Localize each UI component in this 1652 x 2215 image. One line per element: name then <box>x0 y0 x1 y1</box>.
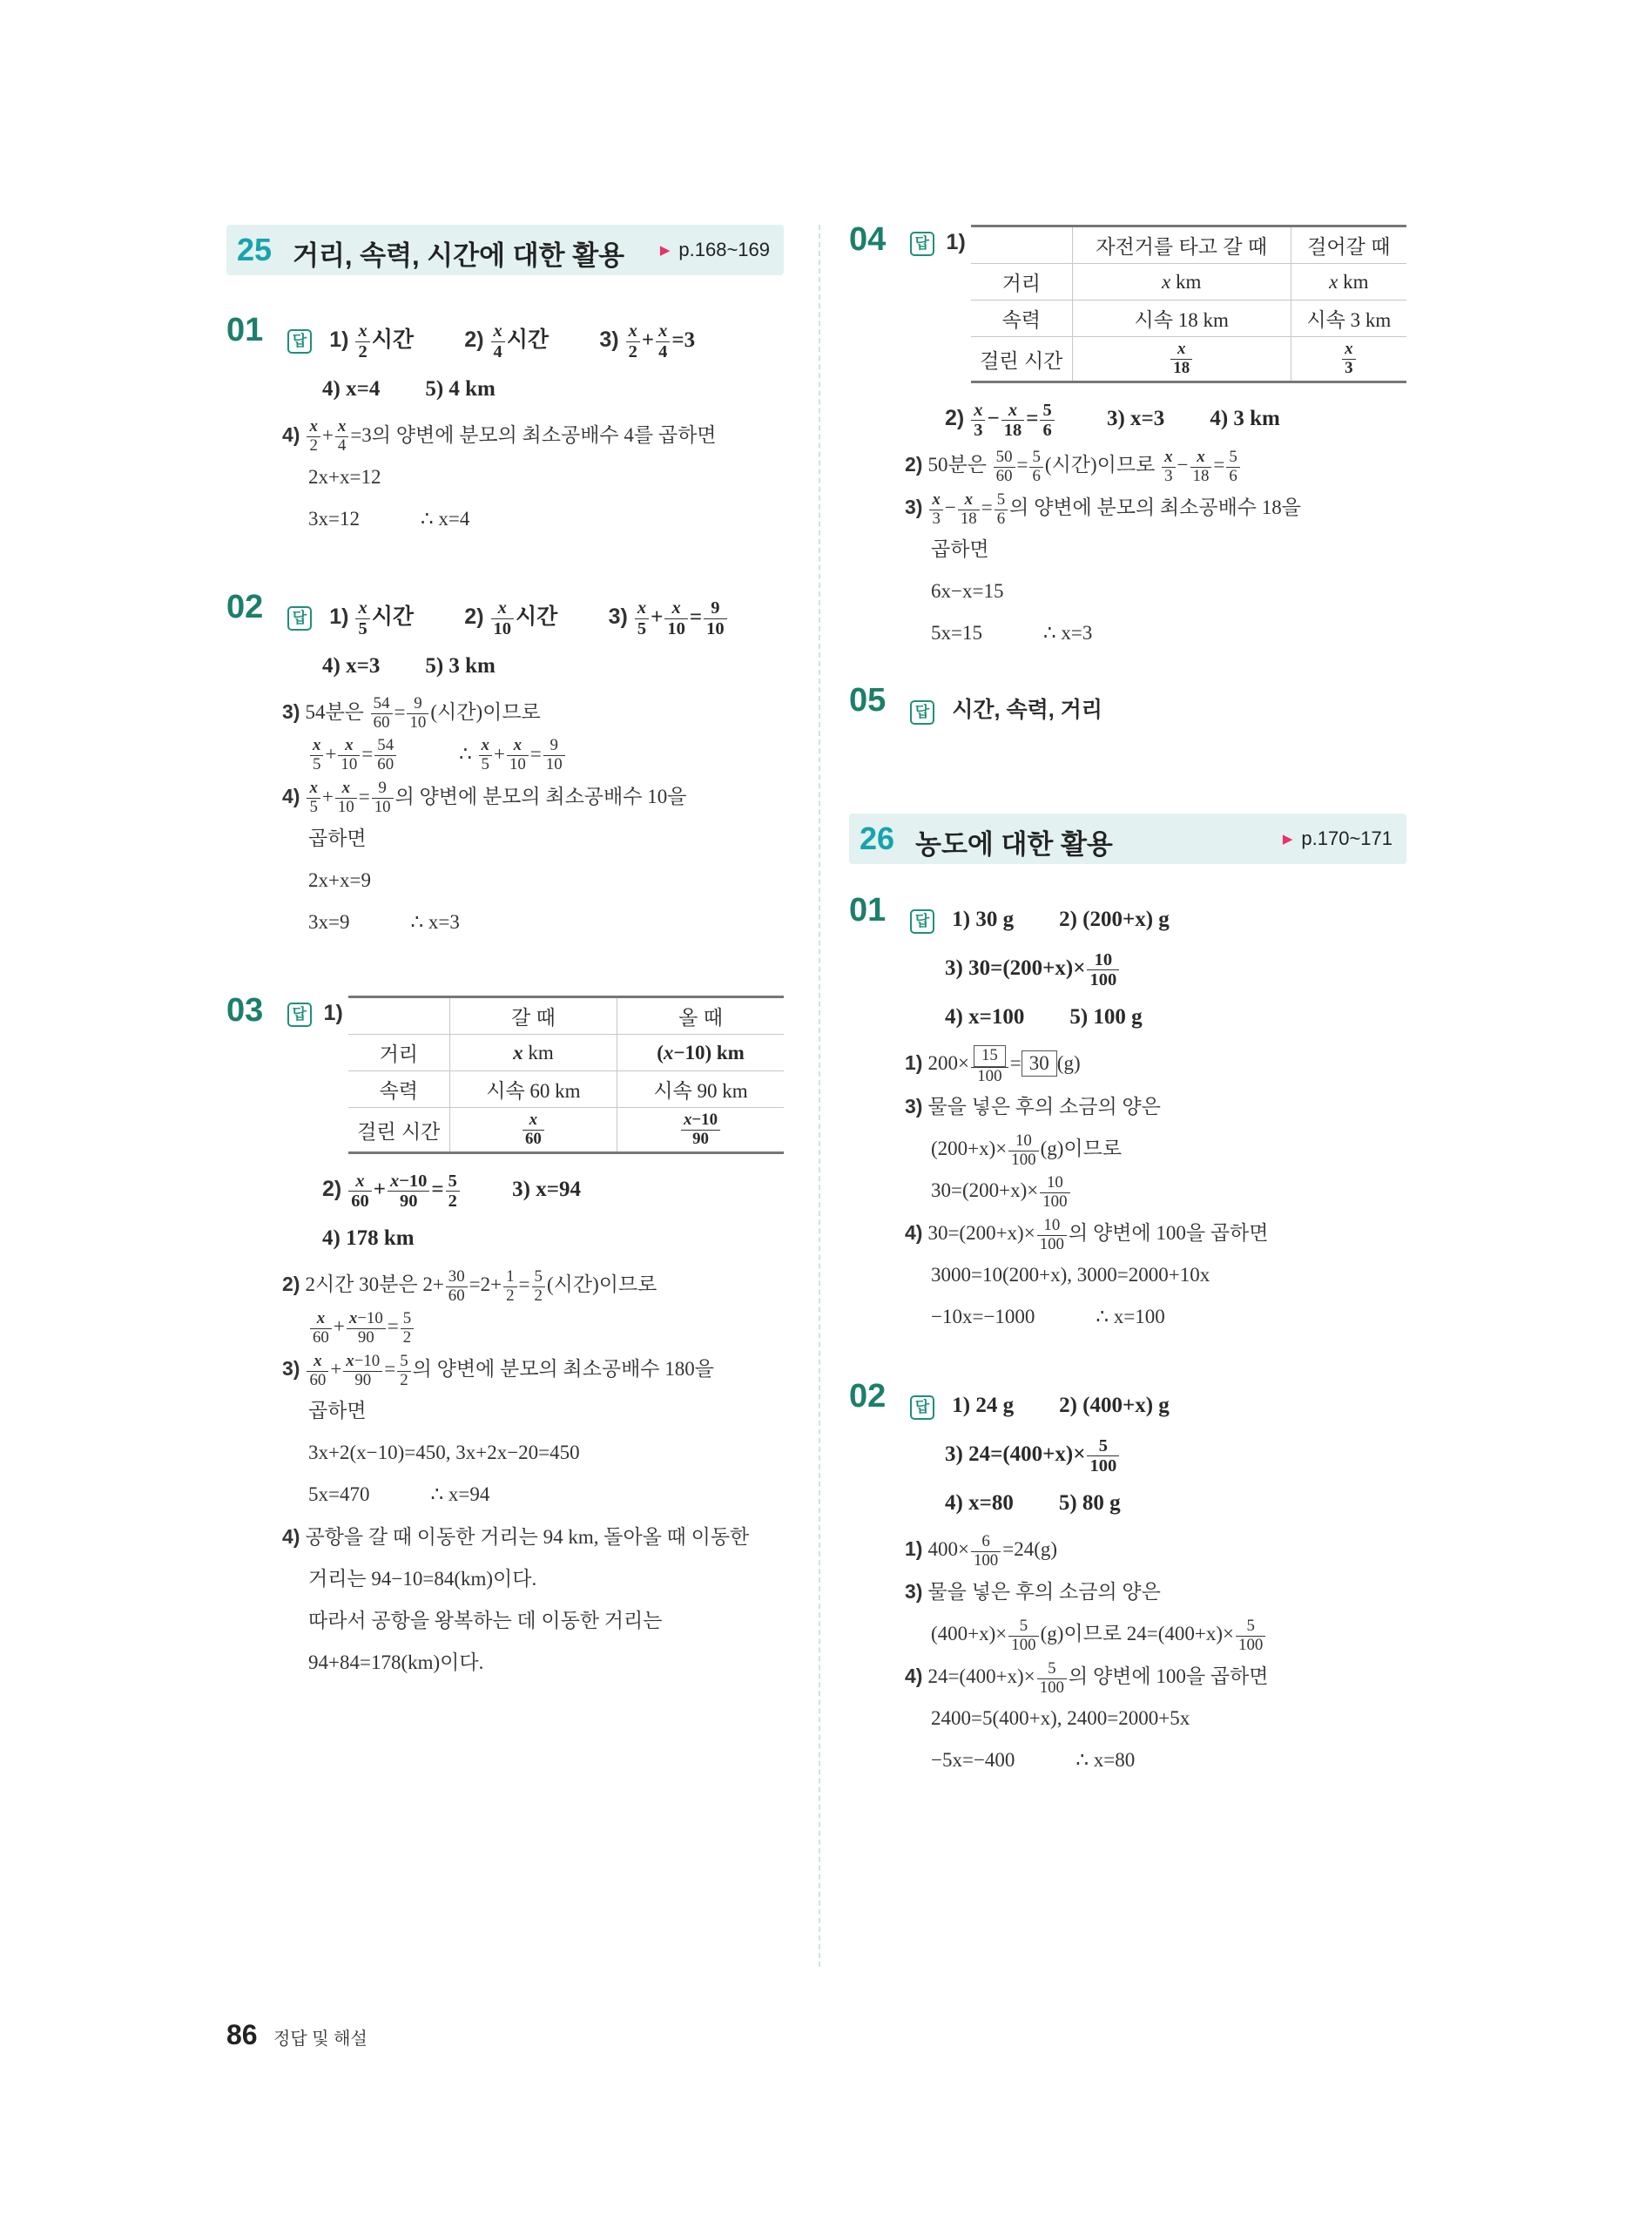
answer-table-row: 답 1) 자전거를 타고 갈 때 걸어갈 때 거리 x km x km 속력 시속 18 km 시속 3 km 걸린 시간 $\frac{x}{18}$ $\frac{x}{3}$ <box>910 225 1406 394</box>
page-footer <box>226 2019 367 2051</box>
problem-03 <box>226 992 784 1684</box>
answer-badge: 답 <box>287 329 312 354</box>
problem-01 <box>849 892 1406 1338</box>
answer-line: 답 1) $\frac{x}{5}$ 시간 2) $\frac{x}{10}$ 시간 3) $\frac{x}{5}$ + $\frac{x}{10}$ = $\frac{9}{10}$ <box>287 592 784 642</box>
section-header-25 <box>226 225 784 275</box>
problem-02 <box>226 589 784 943</box>
column-divider <box>819 225 820 1967</box>
answer-badge: 답 <box>910 1395 934 1420</box>
answer-line-2: 2) $\frac{x}{3}$ − $\frac{x}{18}$ = $\frac{5}{6}$ 3) x=3 4) 3 km <box>945 400 1280 441</box>
answer-line: 답 1) $\frac{x}{2}$ 시간 2) $\frac{x}{4}$ 시간 3) $\frac{x}{2}$ + $\frac{x}{4}$ =3 <box>287 315 784 365</box>
answer-badge: 답 <box>910 700 934 725</box>
answer-badge: 답 <box>910 232 934 256</box>
problem-number: 05 <box>849 682 887 719</box>
problem-number: 03 <box>226 992 264 1029</box>
answer-badge: 답 <box>910 909 934 934</box>
answer-line-2: 3) 30=(200+x)× $\frac{10}{100}$ <box>910 944 1406 993</box>
answer-line-2: 4) x=3 5) 3 km <box>322 654 496 678</box>
problem-04 <box>849 221 1406 654</box>
answer-line: 답 1) 24 g 2) (400+x) g <box>910 1381 1406 1430</box>
problem-number: 04 <box>849 221 887 258</box>
problem-01 <box>226 312 784 540</box>
section-number: 26 <box>860 820 895 857</box>
explanation: 4) $\frac{x}{2}$ + $\frac{x}{4}$ =3의 양변에 분모의 최소공배수 4를 곱하면 2x+x=12 3x=12 ∴ x=4 <box>282 417 717 530</box>
bike-walk-table: 자전거를 타고 갈 때 걸어갈 때 거리 x km x km 속력 시속 18 km 시속 3 km 걸린 시간 $\frac{x}{18}$ $\frac{x}{3}$ <box>971 225 1406 383</box>
answer-line-3: 4) 178 km <box>322 1226 415 1251</box>
distance-speed-time-table: 갈 때 올 때 거리 x km (x−10) km 속력 시속 60 km 시속 90 km 걸린 시간 $\frac{x}{60}$ $\frac{x-10}{90}$ <box>348 996 784 1154</box>
answer-line: 답 시간, 속력, 거리 <box>910 685 1406 735</box>
explanation: 3) 54분은 $\frac{54}{60}$ = $\frac{9}{10}$ (시간)이므로 $\frac{x}{5}$ + $\frac{x}{10}$ = $\frac{54}{60}$ ∴ $\frac{x}{5}$ + $\frac{x}{10}$ = $\frac{9}{10}$ 4) $\frac{x}{5}$ + $\frac{x}{10}$ = $\frac{9}{10}$ 의 양변에 분모의 최소공배수 10을 곱하면 2x+x=9 3x=9 ∴ x=3 <box>282 694 687 933</box>
answer-line-2: 3) 24=(400+x)× $\frac{5}{100}$ <box>910 1430 1406 1479</box>
page-number: 86 <box>226 2019 258 2050</box>
explanation: 1) 200× $\frac{15}{100}$ = 30 (g) 3) 물을 넣은 후의 소금의 양은 (200+x)× $\frac{10}{100}$ (g)이므로 30=(200+x)× $\frac{10}{100}$ 4) 30=(200+x)× $\frac{10}{100}$ 의 양변에 100을 곱하면 3000=10(200+x), 3000=2000+10x −10x=−1000 ∴ x=100 <box>905 1046 1269 1328</box>
answer-line: 답 1) 30 g 2) (200+x) g <box>910 895 1406 944</box>
answer-line-3: 4) x=100 5) 100 g <box>945 1005 1143 1030</box>
play-triangle-icon: ▶ <box>1282 832 1293 848</box>
problem-number: 02 <box>226 589 264 625</box>
section-title: 농도에 대한 활용 <box>915 829 1113 861</box>
answer-badge: 답 <box>287 606 312 631</box>
answer-line-2: 4) x=4 5) 4 km <box>322 377 496 401</box>
answer-line-2: 2) $\frac{x}{60}$ + $\frac{x-10}{90}$ = $\frac{5}{2}$ 3) x=94 <box>322 1171 581 1212</box>
right-column <box>849 221 1406 1781</box>
section-page-ref: ▶ p.170~171 <box>1282 827 1392 850</box>
section-header-26 <box>849 814 1406 864</box>
section-number: 25 <box>237 232 273 267</box>
problem-number: 02 <box>849 1378 887 1415</box>
answer-table-row: 답 1) 갈 때 올 때 거리 x km (x−10) km 속력 시속 60 km 시속 90 km 걸린 시간 $\frac{x}{60}$ $\frac{x-10}{90}$ <box>287 996 784 1165</box>
problem-number: 01 <box>226 312 264 348</box>
answer-badge: 답 <box>287 1003 312 1027</box>
answer-line-3: 4) x=80 5) 80 g <box>945 1491 1121 1516</box>
section-title: 거리, 속력, 시간에 대한 활용 <box>293 240 625 271</box>
explanation: 2) 50분은 $\frac{50}{60}$ = $\frac{5}{6}$ (시간)이므로 $\frac{x}{3}$ − $\frac{x}{18}$ = $\frac{5}{6}$ 3) $\frac{x}{3}$ − $\frac{x}{18}$ = $\frac{5}{6}$ 의 양변에 분모의 최소공배수 18을 곱하면 6x−x=15 5x=15 ∴ x=3 <box>905 447 1301 645</box>
left-column <box>226 225 784 1684</box>
problem-05 <box>849 682 1406 735</box>
explanation: 2) 2시간 30분은 2+ $\frac{30}{60}$ =2+ $\frac{1}{2}$ = $\frac{5}{2}$ (시간)이므로 $\frac{x}{60}$ + $\frac{x-10}{90}$ = $\frac{5}{2}$ 3) $\frac{x}{60}$ + $\frac{x-10}{90}$ = $\frac{5}{2}$ 의 양변에 분모의 최소공배수 180을 곱하면 3x+2(x−10)=450, 3x+2x−20=450 5x=470 ∴ x=94 4) 공항을 갈 때 이동한 거리는 94 km, 돌아올 때 이동한 거리는 94−10=84(km)이다. 따라서 공항을 왕복하는 데 이동한 거리는 94+84=178(km)이다. <box>282 1266 750 1674</box>
problem-number: 01 <box>849 892 887 929</box>
explanation: 1) 400× $\frac{6}{100}$ =24(g) 3) 물을 넣은 후의 소금의 양은 (400+x)× $\frac{5}{100}$ (g)이므로 24=(400+x)× $\frac{5}{100}$ 4) 24=(400+x)× $\frac{5}{100}$ 의 양변에 100을 곱하면 2400=5(400+x), 2400=2000+5x −5x=−400 ∴ x=80 <box>905 1531 1269 1772</box>
problem-02 <box>849 1378 1406 1781</box>
play-triangle-icon: ▶ <box>659 243 671 258</box>
section-page-ref: ▶ p.168~169 <box>659 239 770 260</box>
footer-text: 정답 및 해설 <box>273 2029 367 2049</box>
